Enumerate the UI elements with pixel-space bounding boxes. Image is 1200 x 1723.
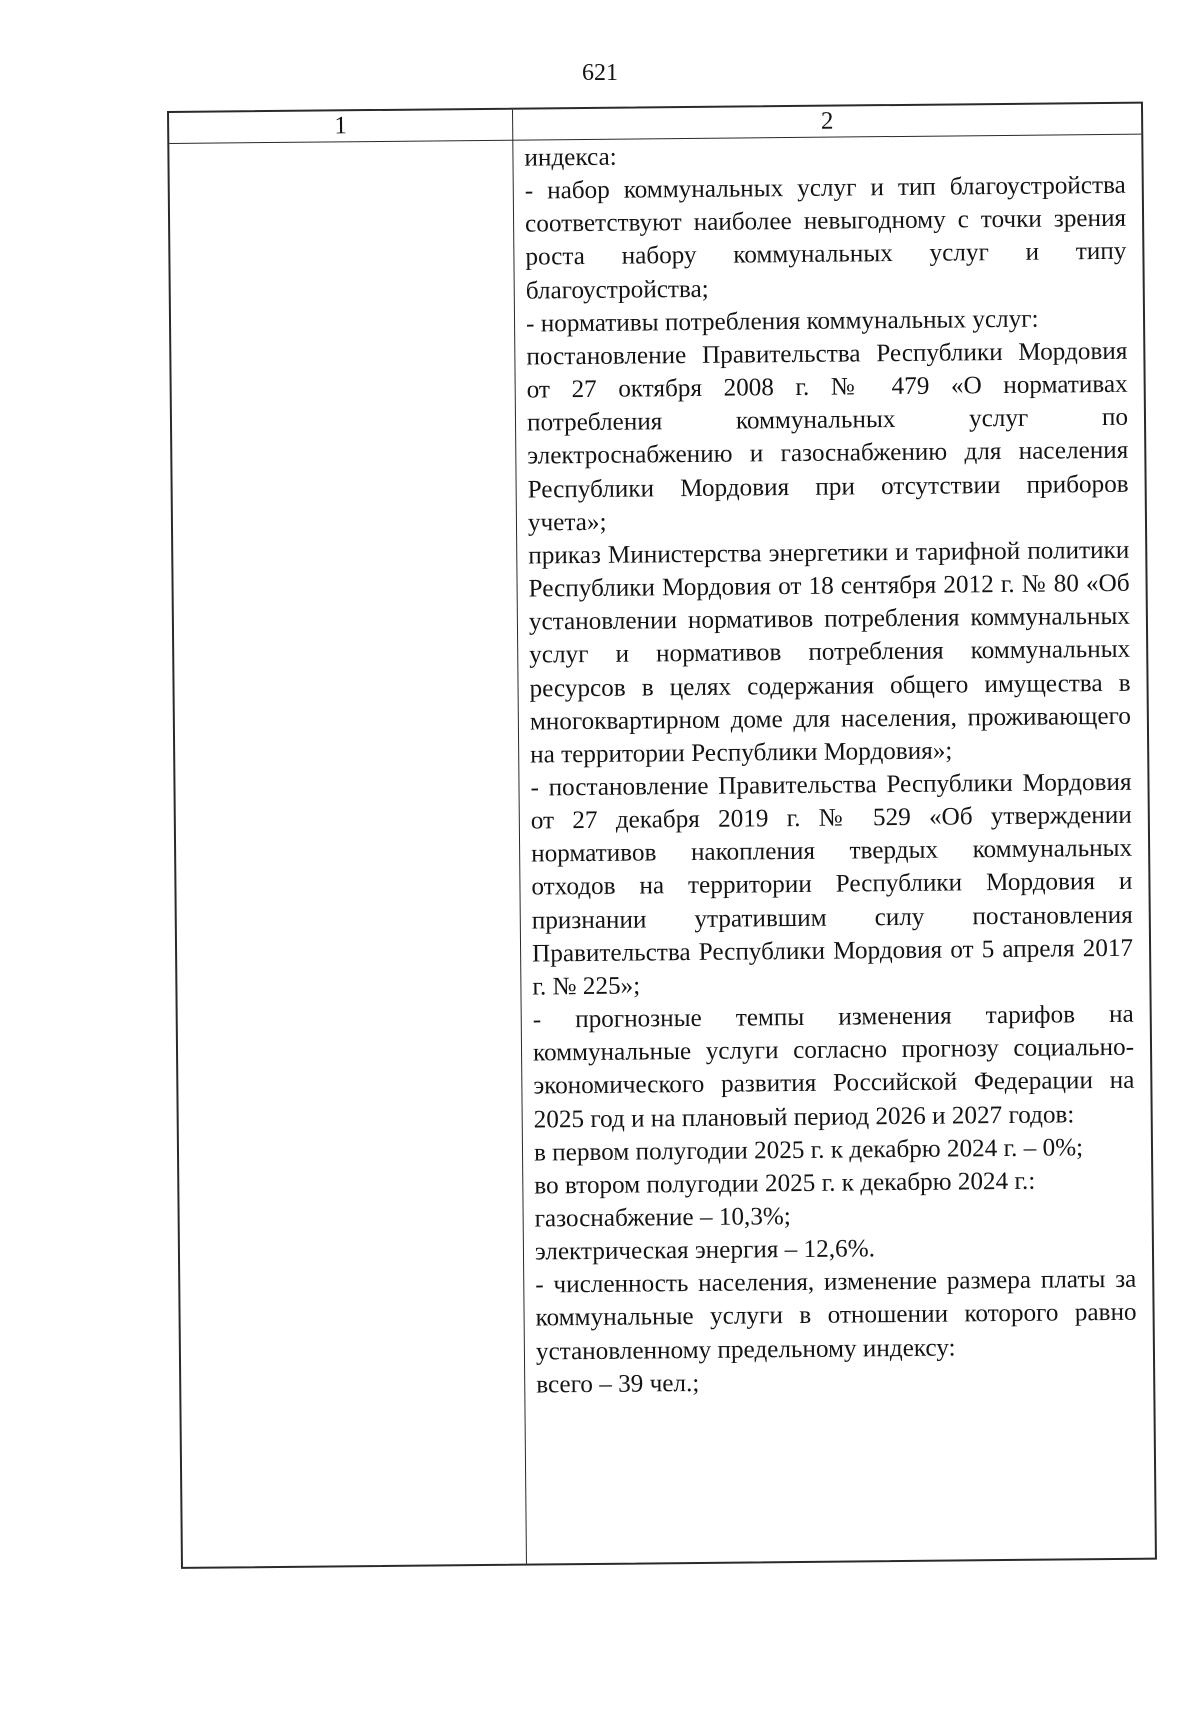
paragraph-total-people: всего – 39 чел.; <box>536 1369 700 1399</box>
column-1-header: 1 <box>334 112 348 140</box>
paragraph-order-80: приказ Министерства энергетики и тарифной политики Республики Мордовия от 18 сентября 2012 г. № 80 «Об установлении нормативов потребления коммунальных услуг и нормативов потребления коммунальных ресурсов в целях содержания общего имущества в многоквартирном доме для населения, проживающего на территории Республики Мордовия»; <box>528 536 1131 769</box>
column-2-cell <box>524 136 1137 1402</box>
paragraph-utility-set: - набор коммунальных услуг и тип благоустройства соответствуют наиболее невыгодному с точки зрения роста набору коммунальных услуг и типу благоустройства; <box>524 171 1127 305</box>
paragraph-tariff-forecast: - прогнозные темпы изменения тарифов на коммунальные услуги согласно прогнозу социально-экономического развития Российской Федерации на 2025 год и на плановый период 2026 и 2027 годов: <box>532 1000 1135 1134</box>
paragraph-consumption-norms-heading: - нормативы потребления коммунальных услуг: <box>525 305 1039 338</box>
paragraph-first-half-2025: в первом полугодии 2025 г. к декабрю 2024 г. – 0%; <box>533 1133 1084 1167</box>
paragraph-population: - численность населения, изменение размера платы за коммунальные услуги в отношении которого равно установленному предельному индексу: <box>535 1266 1137 1366</box>
column-2-header: 2 <box>820 107 834 135</box>
page-number: 621 <box>582 60 618 86</box>
paragraph-resolution-479: постановление Правительства Республики Мордовия от 27 октября 2008 г. № 479 «О нормативах потребления коммунальных услуг по электроснабжению и газоснабжению для населения Республики Мордовия при отсутствии приборов учета»; <box>526 337 1129 537</box>
document-table <box>167 102 1157 1569</box>
paragraph-index-heading: индекса: <box>524 143 617 172</box>
paragraph-gas-supply: газоснабжение – 10,3%; <box>534 1203 791 1233</box>
paragraph-resolution-529: - постановление Правительства Республики Мордовия от 27 декабря 2019 г. № 529 «Об утверждении нормативов накопления твердых коммунальных отходов на территории Республики Мордовия и признании утратившим силу постановления Правительства Республики Мордовия от 5 апреля 2017 г. № 225»; <box>530 768 1134 1001</box>
paragraph-second-half-2025: во втором полугодии 2025 г. к декабрю 2024 г.: <box>534 1167 1036 1200</box>
column-divider <box>512 110 527 1564</box>
paragraph-electric-energy: электрическая энергия – 12,6%. <box>534 1235 876 1266</box>
